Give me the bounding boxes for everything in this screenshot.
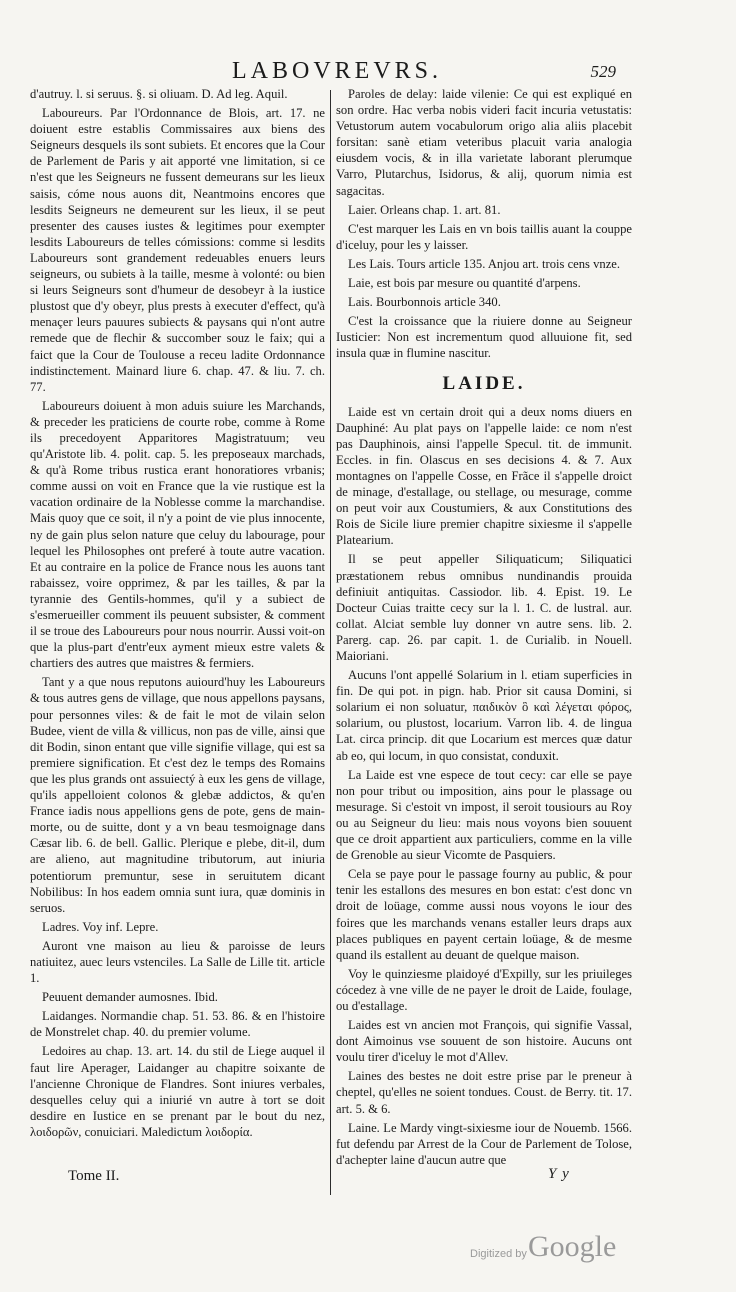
section-heading: LAIDE. [442,372,526,394]
paragraph: Peuuent demander aumosnes. Ibid. [42,990,218,1005]
google-logo: Google [528,1230,617,1263]
paragraph: Les Lais. Tours article 135. Anjou art. trois cens vnze. [348,256,621,271]
paragraph: C'est marquer les Lais en vn bois taillis auant la couppe d'iceluy, pour les y laisser. [336,221,632,252]
left-column [30,86,325,1143]
tome-label: Tome II. [68,1168,120,1184]
paragraph: C'est la croissance que la riuiere donne au Seigneur Iusticier: Non est incrementum quod alluuione fit, sed insula quæ in flumine nascitur. [336,314,632,361]
paragraph: Laides est vn ancien mot François, qui signifie Vassal, dont Aimoinus vse souuent de son histoire. Aucuns ont voulu tirer d'iceluy le mot d'Allev. [336,1018,632,1065]
signature-mark: Y y [548,1166,570,1182]
running-head [0,56,736,86]
running-title: LABOVREVRS. [232,58,443,84]
digitized-by-label: Digitized by [470,1248,527,1260]
paragraph: Laines des bestes ne doit estre prise par le preneur à cheptel, qu'elles ne soient tondues. Coust. de Berry. tit. 17. art. 5. & 6. [336,1069,632,1116]
paragraph: d'autruy. l. si seruus. §. si oliuam. D. Ad leg. Aquil. [30,87,288,101]
paragraph: Aucuns l'ont appellé Solarium in l. etiam superficies in fin. De qui pot. in pign. hab. Prior sit causa Domini, si solarium ei non soluatur, παιδικὸν ὃ καὶ λέγεται φόρος, solarium, ou plustost, locarium. Varron lib. 4. de lingua Lat. circa princip. dit que Locarium est merces quæ datur ab eo, qui locum, in quo consistat, conduxit. [336,668,632,763]
paragraph: Laier. Orleans chap. 1. art. 81. [348,202,501,217]
digitized-by-google-watermark [470,1232,620,1272]
paragraph: Cela se paye pour le passage fourny au public, & pour tenir les estallons des mesures en bon estat: c'est donc vn droit de loüage, comme aussi nous voyons le iour des foires que les marchands venans estaller leurs draps aux places publiques en payent certain loüage, & de mesme quand ils estallent au deuant de quelque maison. [336,867,632,962]
paragraph: Tant y a que nous reputons auiourd'huy les Laboureurs & tous autres gens de village, que nous appellons paysans, pour personnes viles: & de fait le mot de vilain selon Budee, vient de villa & villicus, non pas de ville, ainsi que dit Bodin, sinon entant que ville signifie village, qui est sa premiere signification. Et c'est dez le temps des Romains que les plus grands ont assuiectý à eux les gens de village, qu'ils appelloient colonos & glebæ addictos, & qu'en France iadis nous appellions gens de pote, gens de main-morte, ou de suitte, dont y a vn beau tesmoignage dans Cæsar lib. 6. de bell. Gallic. Plerique e plebe, dit-il, dum are alieno, aut magnitudine tributorum, aut iniuria potentiorum premuntur, sese in seruitutem dicant Nobilibus: In hos eadem omnia sunt iura, quæ dominis in seruos. [30,675,325,915]
paragraph: Ladres. Voy inf. Lepre. [42,919,159,934]
paragraph: La Laide est vne espece de tout cecy: car elle se paye non pour tribut ou imposition, ains pour le plassage ou mesurage. Si c'estoit vn impost, il seroit tousiours au Roy ou au Seigneur du lieu: mais nous voyons bien souuent que ce droit appartient aux particuliers, comme en la ville de Grenoble au sieur Vicomte de Pasquiers. [336,767,632,863]
paragraph: Paroles de delay: laide vilenie: Ce qui est expliqué en son ordre. Hac verba nobis videri facit incuria vetustatis: Vetustorum autem vocabulorum origo alia aliis placebit forsitan: sanè etiam veteribus placuit varia analogia eiusdem vocis, & in illa varietate laborant plerumque Varro, Plutarchus, Isidorus, & alij, quorum nimia est sagacitas. [336,87,632,198]
paragraph: Laie, est bois par mesure ou quantité d'arpens. [348,276,581,291]
column-divider [330,90,331,1195]
paragraph: Il se peut appeller Siliquaticum; Siliquatici præstationem rebus omnibus nundinandis prouida definiuit antiquitas. Cassiodor. lib. 4. Epist. 19. Le Docteur Cuias traitte cecy sur la l. 1. C. de lustral. aur. collat. Alciat semble luy donner vn autre sens. lib. 2. Parerg. cap. 26. par capit. 1. de Curialib. in Nouell. Maioriani. [336,552,632,663]
paragraph: Laidanges. Normandie chap. 51. 53. 86. & en l'histoire de Monstrelet chap. 40. du premier volume. [30,1009,325,1040]
right-column [336,86,632,1171]
paragraph: Laine. Le Mardy vingt-sixiesme iour de Nouemb. 1566. fut defendu par Arrest de la Cour de Parlement de Tolose, d'achepter laine d'aucun autre que [336,1120,632,1167]
paragraph: Laide est vn certain droit qui a deux noms diuers en Dauphiné: Au plat pays on l'appelle laide: ce nom n'est pas Dauphinois, ainsi l'appelle Specul. tit. de immunit. Eccles. in fin. Olascus en ses decisions 4. & 7. Aux montagnes on l'appelle Cosse, en Frãce il s'appelle droict de minage, d'estallage, ou stellage, ou mesurage, comme on peut voir aux Coustumiers, & aux Constitutions des Rois de Sicile liure premier chapitre sixiesme il s'appelle Platearium. [336,404,632,548]
paragraph: Ledoires au chap. 13. art. 14. du stil de Liege auquel il faut lire Aperager, Laidanger au chapitre soixante de l'ancienne Chronique de Flandres. Sont iniures verbales, desquelles celuy qui a iniurié vn autre à tort se doit desdire en Iustice en se prenant par le bout du nez, λοιδορῶν, conuiciari. Maledictum λοιδορία. [30,1044,325,1139]
paragraph: Auront vne maison au lieu & paroisse de leurs natiuitez, auec leurs vstenciles. La Salle de Lille tit. article 1. [30,938,325,986]
page-number: 529 [590,62,616,81]
paragraph: Laboureurs. Par l'Ordonnance de Blois, art. 17. ne doiuent estre establis Commissaires aux biens des Seigneurs desquels ils sont subiets. Et encores que la Cour de Parlement de Paris y ait apporté vne limitation, si ce n'est que les Seigneurs ne fussent demeurans sur les lieux saisis, cóme nous auons dit, Neantmoins encores que lesdits Seigneurs ne demeurent sur les lieux, il se peut presenter des causes iustes & legitimes pour exempter lesdits Laboureurs de telles cómissions: comme si lesdits Laboureurs sont grandement redeuables enuers leurs seigneurs, ou subiets à la taille, mesme à volonté: ou bien si leurs Seigneurs sont d'humeur de desobeyr à la iustice plustost que d'y obeyr, plus prests à executer d'effect, qu'à menaçer leurs pauures subiects & paysans qui n'ont autre remede que de flechir & succomber souz le faix; qui a faict que la Cour de Toulouse a receu ladite Ordonnance indistinctement. Mainard liure 6. chap. 47. & liu. 7. ch. 77. [30,106,325,394]
paragraph: Lais. Bourbonnois article 340. [348,295,501,310]
paragraph: Voy le quinziesme plaidoyé d'Expilly, sur les priuileges cócedez à vne ville de ne payer le droit de Laide, foulage, ou d'estallage. [336,966,632,1013]
paragraph: Laboureurs doiuent à mon aduis suiure les Marchands, & preceder les praticiens de courte robe, comme à Rome ils precedoyent Apparitores Magistratuum; veu qu'Aristote lib. 4. polit. cap. 5. les preposeaux marchads, & qu'à Rome tribus rustica erant honoratiores vrbanis; comme aussi on voit en France que la vie rustique est la vacation ordinaire de la Noblesse comme la marchandise. Mais quoy que ce soit, il n'y a point de vie plus innocente, ny de gain plus selon nature que celuy du labourage, pour lequel les Philosophes ont preferé à toute autre vacation. Et au contraire en la police de France nous les auons tant rabaissez, voire opprimez, & par les tailles, & par la tyrannie des Gentils-hommes, qu'il y a subiect de s'esmerueiller comment ils peuuent subsister, & comment il se troue des Laboureurs pour nous nourrir. Aussi voit-on que la plus-part d'entr'eux ayment mieux estre valets & chartiers des autres que maistres & fermiers. [30,398,325,671]
